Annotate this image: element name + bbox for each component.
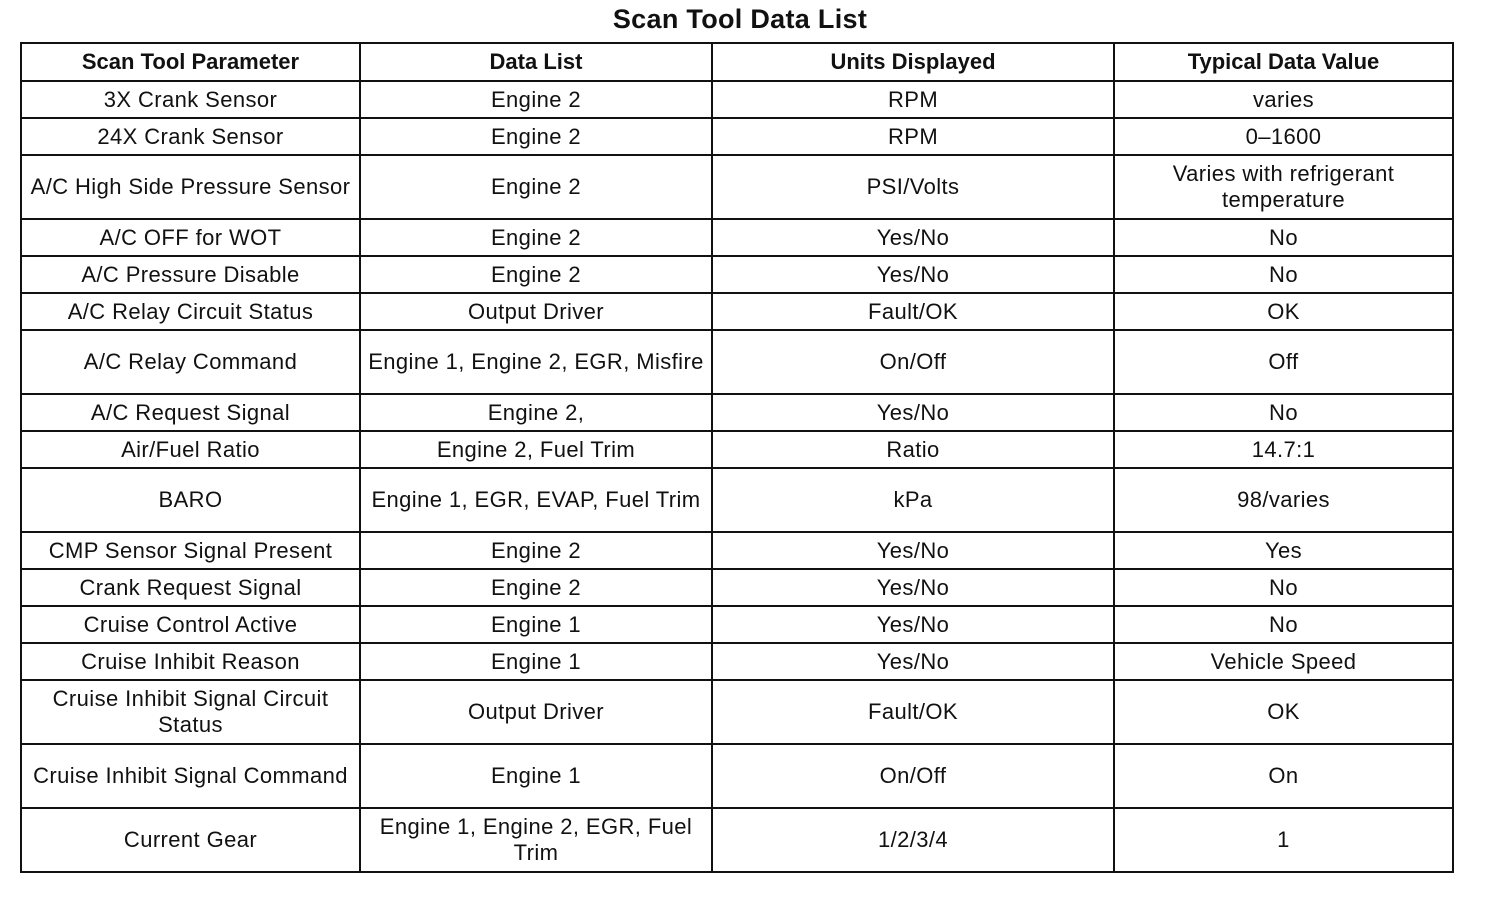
page-title: Scan Tool Data List bbox=[612, 4, 868, 34]
cell-typical-value: 0–1600 bbox=[1114, 118, 1453, 155]
cell-typical-value: varies bbox=[1114, 81, 1453, 118]
cell-parameter: 3X Crank Sensor bbox=[21, 81, 360, 118]
table-row bbox=[21, 569, 1453, 606]
header-units-displayed: Units Displayed bbox=[712, 43, 1114, 81]
cell-units: RPM bbox=[712, 81, 1114, 118]
cell-data-list: Engine 2 bbox=[360, 532, 712, 569]
header-data-list: Data List bbox=[360, 43, 712, 81]
table-row bbox=[21, 680, 1453, 744]
cell-typical-value: No bbox=[1114, 219, 1453, 256]
cell-parameter: CMP Sensor Signal Present bbox=[21, 532, 360, 569]
cell-data-list: Output Driver bbox=[360, 680, 712, 744]
cell-parameter: Air/Fuel Ratio bbox=[21, 431, 360, 468]
cell-data-list: Engine 1, EGR, EVAP, Fuel Trim bbox=[360, 468, 712, 532]
cell-parameter: Cruise Inhibit Signal Circuit Status bbox=[21, 680, 360, 744]
cell-parameter: Current Gear bbox=[21, 808, 360, 872]
table-row bbox=[21, 394, 1453, 431]
cell-parameter: A/C OFF for WOT bbox=[21, 219, 360, 256]
table-row bbox=[21, 155, 1453, 219]
cell-typical-value: Off bbox=[1114, 330, 1453, 394]
cell-typical-value: No bbox=[1114, 256, 1453, 293]
table-row bbox=[21, 293, 1453, 330]
cell-data-list: Engine 1 bbox=[360, 643, 712, 680]
table-row bbox=[21, 330, 1453, 394]
cell-typical-value: 14.7:1 bbox=[1114, 431, 1453, 468]
cell-parameter: Crank Request Signal bbox=[21, 569, 360, 606]
cell-data-list: Engine 1 bbox=[360, 744, 712, 808]
cell-data-list: Engine 1, Engine 2, EGR, Misfire bbox=[360, 330, 712, 394]
cell-units: On/Off bbox=[712, 330, 1114, 394]
table-row bbox=[21, 808, 1453, 872]
table-row bbox=[21, 431, 1453, 468]
cell-data-list: Engine 2 bbox=[360, 155, 712, 219]
table-row bbox=[21, 606, 1453, 643]
cell-parameter: Cruise Inhibit Signal Command bbox=[21, 744, 360, 808]
table-row bbox=[21, 81, 1453, 118]
cell-units: Yes/No bbox=[712, 606, 1114, 643]
cell-units: Yes/No bbox=[712, 256, 1114, 293]
cell-parameter: Cruise Control Active bbox=[21, 606, 360, 643]
cell-units: Yes/No bbox=[712, 643, 1114, 680]
cell-units: Fault/OK bbox=[712, 293, 1114, 330]
cell-data-list: Engine 2 bbox=[360, 219, 712, 256]
table-header-row bbox=[21, 43, 1453, 81]
cell-parameter: A/C Request Signal bbox=[21, 394, 360, 431]
cell-data-list: Output Driver bbox=[360, 293, 712, 330]
cell-typical-value: On bbox=[1114, 744, 1453, 808]
cell-typical-value: Varies with refrigerant temperature bbox=[1114, 155, 1453, 219]
cell-units: Yes/No bbox=[712, 569, 1114, 606]
cell-parameter: Cruise Inhibit Reason bbox=[21, 643, 360, 680]
cell-data-list: Engine 2, bbox=[360, 394, 712, 431]
cell-data-list: Engine 2 bbox=[360, 81, 712, 118]
cell-units: 1/2/3/4 bbox=[712, 808, 1114, 872]
cell-units: PSI/Volts bbox=[712, 155, 1114, 219]
table-row bbox=[21, 744, 1453, 808]
cell-data-list: Engine 2 bbox=[360, 569, 712, 606]
cell-typical-value: No bbox=[1114, 569, 1453, 606]
cell-data-list: Engine 2, Fuel Trim bbox=[360, 431, 712, 468]
header-typical-data-value: Typical Data Value bbox=[1114, 43, 1453, 81]
table-row bbox=[21, 118, 1453, 155]
cell-parameter: BARO bbox=[21, 468, 360, 532]
table-row bbox=[21, 219, 1453, 256]
scan-tool-data-table bbox=[20, 42, 1454, 873]
cell-units: Yes/No bbox=[712, 532, 1114, 569]
cell-typical-value: Yes bbox=[1114, 532, 1453, 569]
cell-typical-value: OK bbox=[1114, 293, 1453, 330]
cell-units: On/Off bbox=[712, 744, 1114, 808]
table-row bbox=[21, 256, 1453, 293]
cell-typical-value: No bbox=[1114, 606, 1453, 643]
header-scan-tool-parameter: Scan Tool Parameter bbox=[21, 43, 360, 81]
cell-units: RPM bbox=[712, 118, 1114, 155]
cell-typical-value: 1 bbox=[1114, 808, 1453, 872]
cell-typical-value: OK bbox=[1114, 680, 1453, 744]
cell-units: Yes/No bbox=[712, 394, 1114, 431]
cell-typical-value: Vehicle Speed bbox=[1114, 643, 1453, 680]
cell-parameter: A/C Pressure Disable bbox=[21, 256, 360, 293]
table-row bbox=[21, 643, 1453, 680]
cell-data-list: Engine 1 bbox=[360, 606, 712, 643]
cell-data-list: Engine 2 bbox=[360, 256, 712, 293]
cell-parameter: A/C High Side Pressure Sensor bbox=[21, 155, 360, 219]
cell-typical-value: 98/varies bbox=[1114, 468, 1453, 532]
cell-parameter: 24X Crank Sensor bbox=[21, 118, 360, 155]
cell-data-list: Engine 2 bbox=[360, 118, 712, 155]
cell-units: Yes/No bbox=[712, 219, 1114, 256]
cell-parameter: A/C Relay Circuit Status bbox=[21, 293, 360, 330]
cell-units: kPa bbox=[712, 468, 1114, 532]
cell-units: Ratio bbox=[712, 431, 1114, 468]
cell-data-list: Engine 1, Engine 2, EGR, Fuel Trim bbox=[360, 808, 712, 872]
cell-units: Fault/OK bbox=[712, 680, 1114, 744]
cell-parameter: A/C Relay Command bbox=[21, 330, 360, 394]
cell-typical-value: No bbox=[1114, 394, 1453, 431]
table-row bbox=[21, 468, 1453, 532]
table-row bbox=[21, 532, 1453, 569]
